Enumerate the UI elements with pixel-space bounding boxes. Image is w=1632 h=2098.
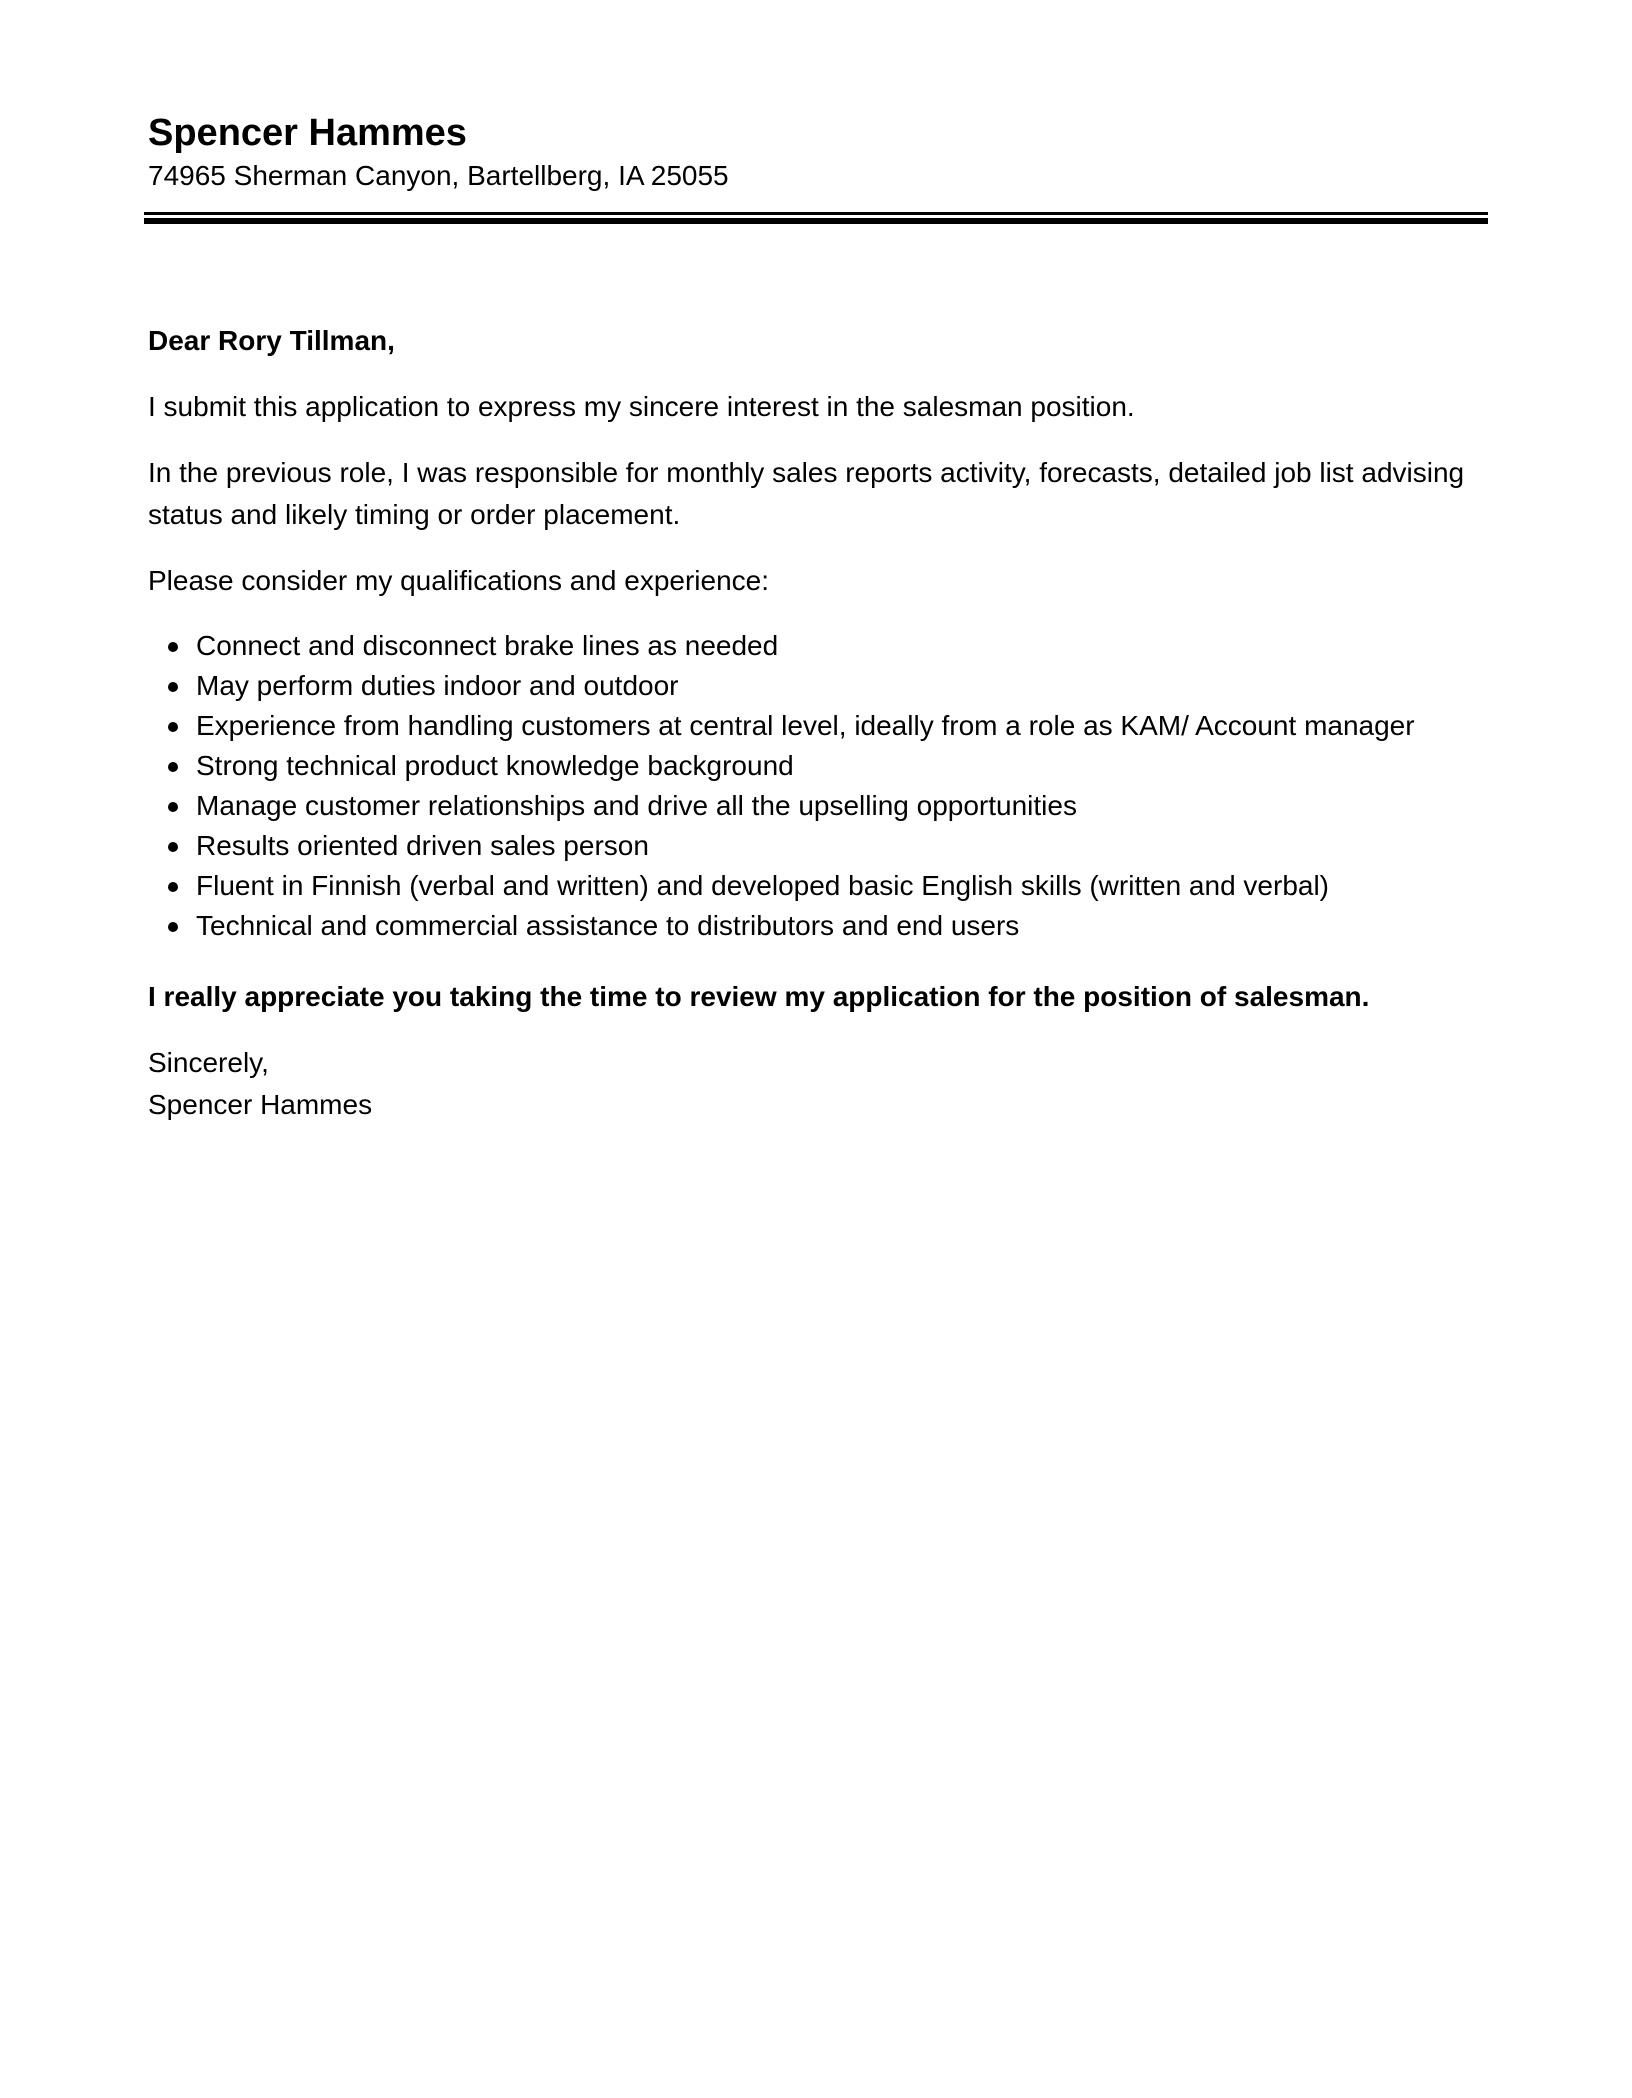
- list-item-text: Fluent in Finnish (verbal and written) and developed basic English skills (written and verbal): [196, 870, 1330, 901]
- list-item-text: Manage customer relationships and drive all the upselling opportunities: [196, 790, 1077, 821]
- bullet-icon: [168, 642, 178, 652]
- list-item: [196, 706, 1488, 746]
- list-item-text: Results oriented driven sales person: [196, 830, 649, 861]
- header-divider: [144, 212, 1488, 224]
- bullet-icon: [168, 802, 178, 812]
- qualifications-intro: Please consider my qualifications and experience:: [148, 565, 770, 596]
- letter-body: [148, 320, 1488, 1126]
- greeting: Dear Rory Tillman,: [148, 325, 395, 356]
- sign-off: Sincerely,: [148, 1047, 269, 1078]
- qualifications-list: [148, 626, 1488, 946]
- bullet-icon: [168, 722, 178, 732]
- list-item: [196, 906, 1488, 946]
- list-item-text: Experience from handling customers at central level, ideally from a role as KAM/ Account manager: [196, 710, 1415, 741]
- closing-statement: I really appreciate you taking the time to review my application for the position of salesman.: [148, 981, 1370, 1012]
- intro-paragraph: I submit this application to express my sincere interest in the salesman position.: [148, 391, 1135, 422]
- bullet-icon: [168, 682, 178, 692]
- experience-paragraph: In the previous role, I was responsible for monthly sales reports activity, forecasts, detailed job list advising status and likely timing or order placement.: [148, 457, 1465, 530]
- list-item: [196, 866, 1488, 906]
- list-item-text: Technical and commercial assistance to distributors and end users: [196, 910, 1020, 941]
- letter-header: [148, 110, 1488, 196]
- list-item-text: Strong technical product knowledge background: [196, 750, 794, 781]
- list-item-text: Connect and disconnect brake lines as needed: [196, 630, 779, 661]
- sender-address: 74965 Sherman Canyon, Bartellberg, IA 25055: [148, 160, 729, 191]
- bullet-icon: [168, 762, 178, 772]
- divider-thick-line: [144, 218, 1488, 224]
- bullet-icon: [168, 922, 178, 932]
- sender-name: Spencer Hammes: [148, 112, 467, 154]
- list-item: [196, 666, 1488, 706]
- list-item: [196, 746, 1488, 786]
- signoff-block: [148, 1042, 1488, 1126]
- list-item: [196, 786, 1488, 826]
- list-item-text: May perform duties indoor and outdoor: [196, 670, 679, 701]
- bullet-icon: [168, 842, 178, 852]
- bullet-icon: [168, 882, 178, 892]
- list-item: [196, 826, 1488, 866]
- signature-name: Spencer Hammes: [148, 1089, 373, 1120]
- list-item: [196, 626, 1488, 666]
